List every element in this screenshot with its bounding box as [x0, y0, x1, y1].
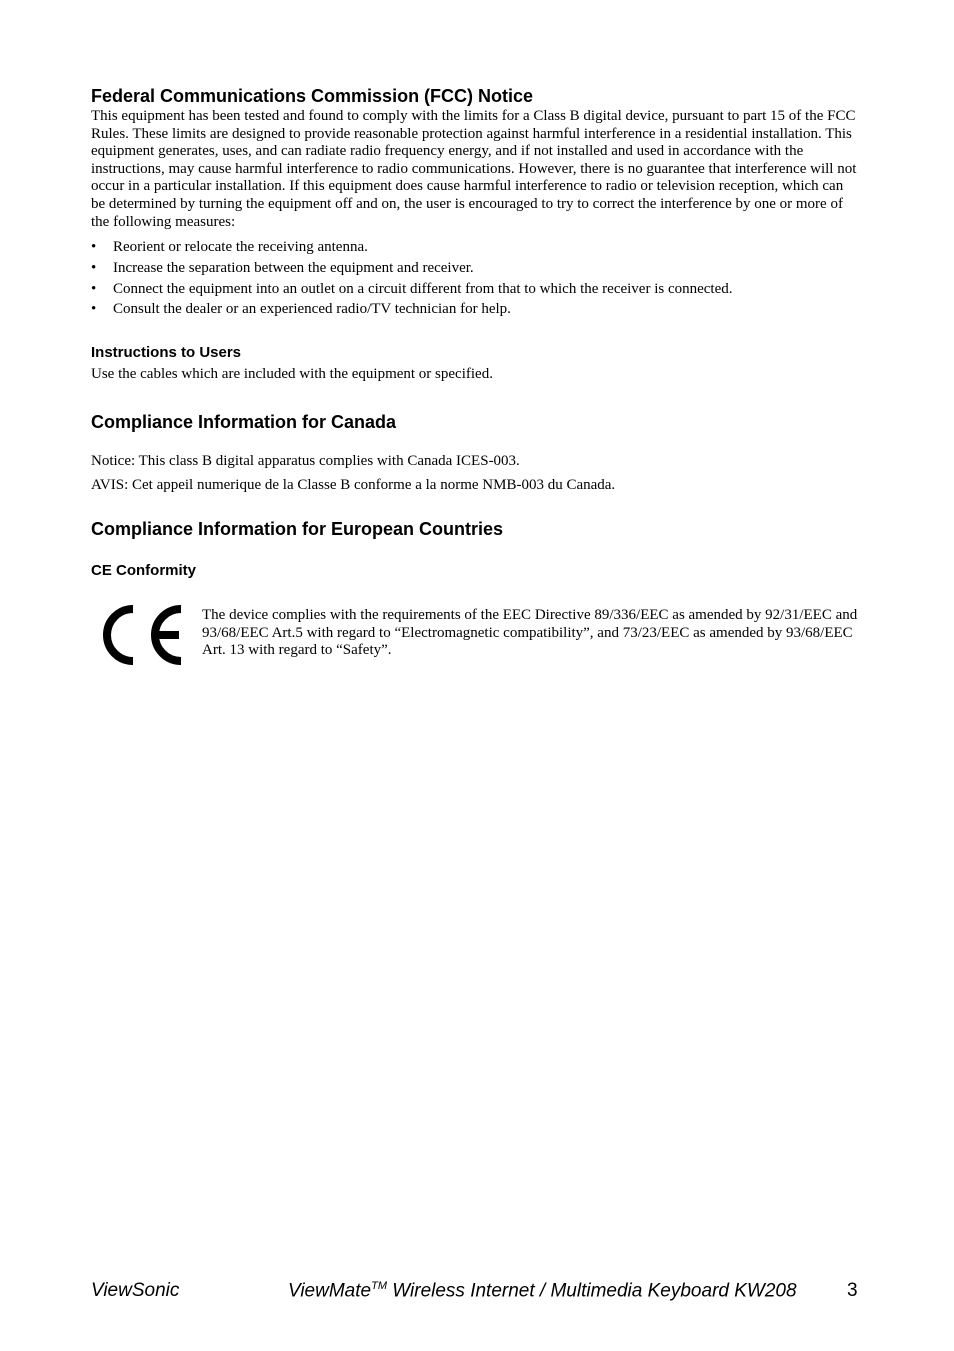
- list-item: [91, 300, 733, 321]
- list-item: [91, 259, 733, 280]
- fcc-body: This equipment has been tested and found to comply with the limits for a Class B digital device, pursuant to part 15 of the FCC Rules. These limits are designed to provide reasonable protection against harmful interference in a residential installation. This equipment generates, uses, and can radiate radio frequency energy, and if not installed and used in accordance with the instructions, may cause harmful interference to radio communications. However, there is no guarantee that interference will not occur in a particular installation. If this equipment does cause harmful interference to radio or television reception, which can be determined by turning the equipment off and on, the user is encouraged to try to correct the interference by one or more of the following measures:: [91, 108, 857, 230]
- bullet-icon: •: [91, 259, 97, 276]
- canada-notice: Notice: This class B digital apparatus complies with Canada ICES-003.: [91, 453, 520, 469]
- bullet-icon: •: [91, 301, 97, 318]
- instructions-heading: Instructions to Users: [91, 344, 242, 361]
- ce-conformity-text: The device complies with the requirements of the EEC Directive 89/336/EEC as amended by 92/31/EEC and 93/68/EEC Art.5 with regard to “Electromagnetic compatibility”, and 73/23/EEC as amended by 93/68/EEC Art. 13 with regard to “Safety”.: [202, 607, 858, 659]
- footer-product-title: [288, 1280, 797, 1302]
- bullet-icon: •: [91, 280, 97, 297]
- instructions-body: Use the cables which are included with the equipment or specified.: [91, 366, 493, 382]
- measure-text: Increase the separation between the equipment and receiver.: [113, 259, 474, 276]
- fcc-measures-list: [91, 238, 733, 321]
- measure-text: Reorient or relocate the receiving antenna.: [113, 239, 368, 255]
- measure-text: Connect the equipment into an outlet on a circuit different from that to which the receiver is connected.: [113, 280, 733, 297]
- ce-conformity-heading: CE Conformity: [91, 562, 196, 579]
- canada-avis: AVIS: Cet appeil numerique de la Classe B conforme a la norme NMB-003 du Canada.: [91, 477, 616, 493]
- fcc-heading: Federal Communications Commission (FCC) Notice: [91, 86, 534, 106]
- ce-mark-icon: [95, 602, 187, 668]
- measure-text: Consult the dealer or an experienced radio/TV technician for help.: [113, 301, 511, 318]
- footer-product-prefix: ViewMate: [288, 1280, 372, 1302]
- bullet-icon: •: [91, 239, 97, 255]
- footer-trademark: TM: [371, 1280, 387, 1292]
- europe-heading: Compliance Information for European Countries: [91, 519, 504, 539]
- canada-heading: Compliance Information for Canada: [91, 412, 397, 432]
- footer-product-suffix: Wireless Internet / Multimedia Keyboard KW208: [386, 1280, 797, 1302]
- list-item: [91, 280, 733, 301]
- footer-brand: ViewSonic: [91, 1280, 180, 1301]
- page-number: 3: [847, 1280, 858, 1301]
- list-item: [91, 238, 733, 259]
